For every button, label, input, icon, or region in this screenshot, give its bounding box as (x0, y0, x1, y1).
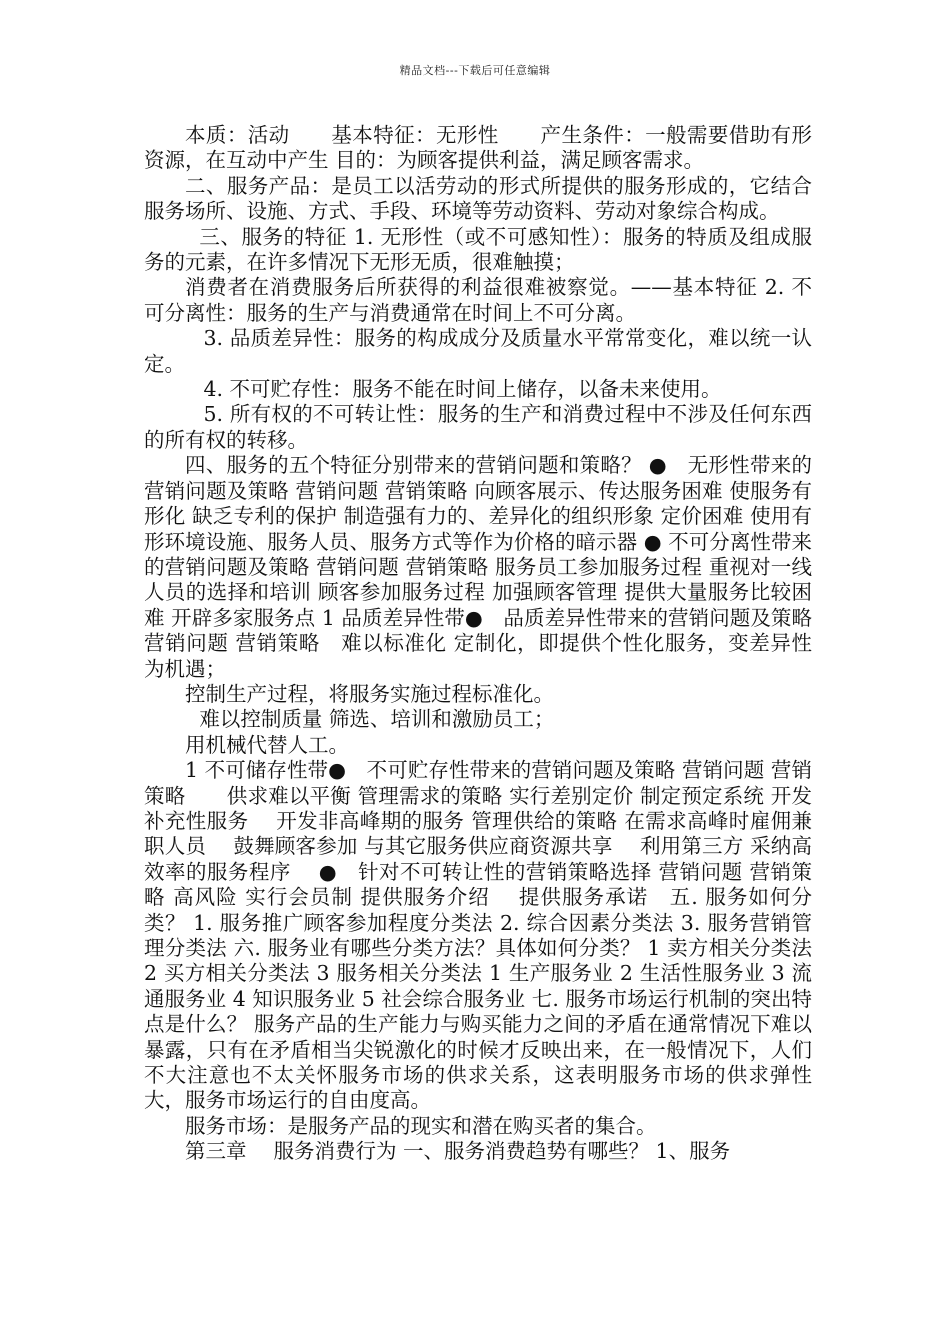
paragraph-quality-variance: 3. 品质差异性：服务的构成成分及质量水平常常变化，难以统一认定。 (144, 326, 812, 376)
paragraph-service-product: 二、服务产品：是员工以活劳动的形式所提供的服务形成的，它结合服务场所、设施、方式、手段、环境等劳动资料、劳动对象综合构成。 (144, 173, 812, 224)
paragraph-ownership: 5. 所有权的不可转让性：服务的生产和消费过程中不涉及任何东西的所有权的转移。 (144, 402, 812, 452)
paragraph-storage-and-classification: 1 不可储存性带● 不可贮存性带来的营销问题及策略 营销问题 营销策略 供求难以平衡 管理需求的策略 实行差别定价 制定预定系统 开发补充性服务 开发非高峰期的服务 管理供给的策略 在需求高峰时雇佣兼职人员 鼓舞顾客参加 与其它服务供应商资源共享 利用第三方 采纳高效率的服务程序 ● 针对不可转让性的营销策略选择 营销问题 营销策略 高风险 实行会员制 提供服务介绍 提供服务承诺 五. 服务如何分类？ 1. 服务推广顾客参加程度分类法 2. 综合因素分类法 3. 服务营销管理分类法 六. 服务业有哪些分类方法？具体如何分类？ 1 卖方相关分类法 2 买方相关分类法 3 服务相关分类法 1 生产服务业 2 生活性服务业 3 流通服务业 4 知识服务业 5 社会综合服务业 七. 服务市场运行机制的突出特点是什么？ 服务产品的生产能力与购买能力之间的矛盾在通常情况下难以暴露，只有在矛盾相当尖锐激化的时候才反映出来，在一般情况下，人们不大注意也不太关怀服务市场的供求关系，这表明服务市场的供求弹性大，服务市场运行的自由度高。 (144, 758, 812, 1113)
paragraph-benefit-perception: 消费者在消费服务后所获得的利益很难被察觉。——基本特征 2. 不可分离性：服务的生产与消费通常在时间上不可分离。 (144, 275, 812, 325)
paragraph-service-features: 三、服务的特征 1. 无形性（或不可感知性）：服务的特质及组成服务的元素，在许多情况下无形无质，很难触摸； (144, 224, 812, 275)
paragraph-perishability: 4. 不可贮存性：服务不能在时间上储存，以备未来使用。 (203, 377, 722, 402)
paragraph-chapter-three: 第三章 服务消费行为 一、服务消费趋势有哪些？ 1、服务 (185, 1139, 731, 1164)
paragraph-essence: 本质：活动 基本特征：无形性 产生条件：一般需要借助有形资源，在互动中产生 目的：为顾客提供利益，满足顾客需求。 (144, 123, 812, 173)
paragraph-machines: 用机械代替人工。 (185, 732, 349, 757)
document-body (144, 123, 812, 1165)
paragraph-service-market: 服务市场：是服务产品的现实和潜在购买者的集合。 (185, 1113, 657, 1138)
page-header: 精品文档---下载后可任意编辑 (399, 64, 551, 77)
paragraph-control-process: 控制生产过程，将服务实施过程标准化。 (185, 681, 554, 706)
paragraph-quality-control: 难以控制质量 筛选、培训和激励员工； (199, 707, 555, 732)
paragraph-marketing-strategies: 四、服务的五个特征分别带来的营销问题和策略？ ● 无形性带来的营销问题及策略 营销问题 营销策略 向顾客展示、传达服务困难 使服务有形化 缺乏专利的保护 制造强有力的、差异化的组织形象 定价困难 使用有形环境设施、服务人员、服务方式等作为价格的暗示器 ● 不可分离性带来的营销问题及策略 营销问题 营销策略 服务员工参加服务过程 重视对一线人员的选择和培训 顾客参加服务过程 加强顾客管理 提供大量服务比较困难 开辟多家服务点 1 品质差异性带● 品质差异性带来的营销问题及策略 营销问题 营销策略 难以标准化 定制化，即提供个性化服务，变差异性为机遇； (144, 453, 812, 681)
